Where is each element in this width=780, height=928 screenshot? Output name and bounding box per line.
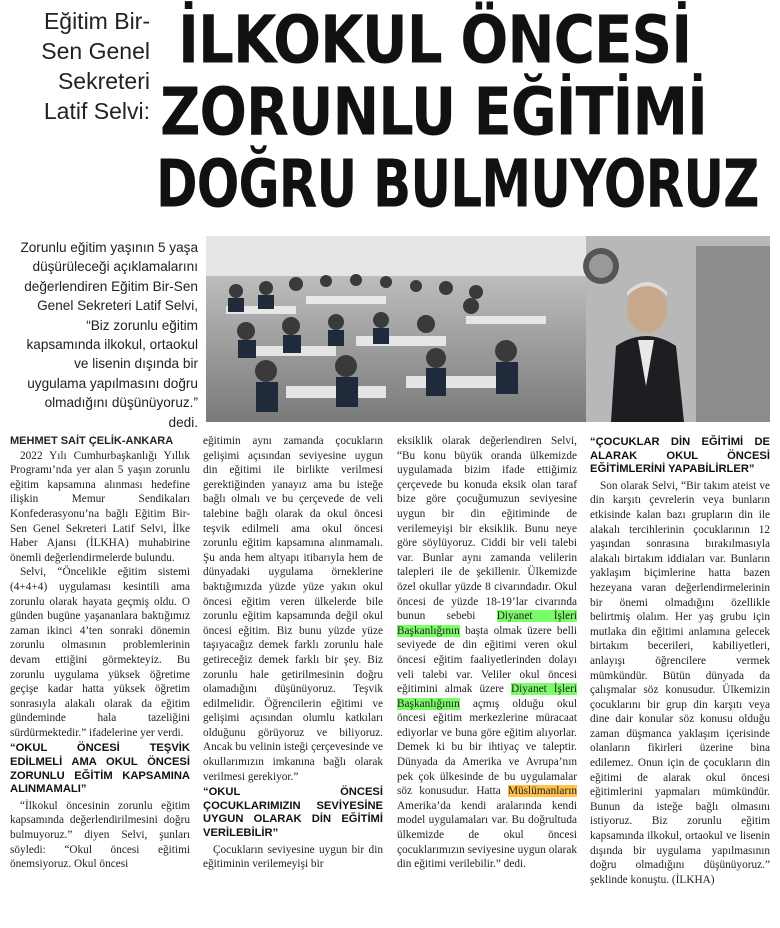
headline-line: ZORUNLU EĞİTİMİ <box>160 74 707 151</box>
kicker-line: Eğitim Bir- <box>43 8 150 34</box>
headline-line: DOĞRU BULMUYORUZ <box>156 146 759 223</box>
lead-paragraph: Zorunlu eğitim yaşının 5 yaşa düşürüleceği açıklamalarını değerlendiren Eğitim Bir-Sen Genel Sekreteri Latif Selvi, “Biz zorunlu eğitim kapsamında ilkokul, ortaokul ve lisenin dışında bir uygulama yapılmasını doğru olmadığını düşünüyoruz.” dedi. <box>20 240 198 430</box>
text-run: eksiklik olarak değerlendiren Selvi, “Bu konu büyük oranda ülkemizde uygulamada bizim ifade ettiğimiz çerçevede bu konuda eksik olan taraf bize göre çocuğumuzun seviyesine uygun bir din eğitiminde de verilemeyişi bir eksiklik. Bunu neye göre söylüyoruz. Ciddi bir veli talebi var. Bunlar aynı zamanda velilerin talepleri ile de şekillenir. Ülkemizde özel okullar yüzde 8 civarındadır. Okul öncesi de yüzde 18-19’lar civarında bunun sebebi <box>397 435 577 623</box>
highlighted-text: Müslümanların <box>507 785 577 798</box>
paragraph: eğitimin aynı zamanda çocukların gelişimi açısından seviyesine uygun din eğitimi ile birlikte verilmesi gerektiğinden yanayız ama bu isteğe bağlı olmalı ve bu çerçevede de veli talebine bağlı olarak da okul öncesi teşvik edilmeli ama okul öncesi zorunlu eğitim kapsamına alınmamalı. Şu anda hem altyapı itibarıyla hem de dünyadaki uygulama örneklerine baktığımızda yüzde yüze yakın okul öncesi eğitim veren ülkelerde bile zorunlu eğitim kapsamında değil okul öncesi eğitim. Biz bunu yüzde yüze taşıyacağız demek farklı zorunlu hale getireceğiz demek farklı bir şey. Biz zorunlu hale getirilmesinin doğru olamadığını düşünüyoruz. Teşvik edilmelidir. Öğrencilerin eğitimi ve gelişimi açısından olumlu katkıları olduğunu görüyoruz ve biliyoruz. Ancak bu velinin isteği çerçevesinde ve okullarımızın imkanına bağlı olarak verilmesi gerekiyor.” <box>203 435 383 783</box>
text-run: açmış olduğu okul öncesi eğitim merkezlerine müracaat ediyorlar ve buna göre eğitim alıyorlar. Demek ki bu bir ihtiyaç ve taleptir. Dünyada da Amerika ve Avrupa’nın pek çok ülkesinde de bu uygulamalar söz konusudur. Hatta <box>397 697 577 798</box>
kicker <box>20 6 150 126</box>
subheading: “ÇOCUKLAR DİN EĞİTİMİ DE ALARAK OKUL ÖNCESİ EĞİTİMLERİNİ YAPABİLİRLER” <box>590 436 770 476</box>
subheading: “OKUL ÖNCESİ ÇOCUKLARIMIZIN SEVİYESİNE UYGUN OLARAK DİN EĞİTİMİ VERİLEBİLİR” <box>203 786 383 840</box>
paragraph: 2022 Yılı Cumhurbaşkanlığı Yıllık Programı’nda yer alan 5 yaşın zorunlu eğitim kapsamına alınması hedefine ilişkin Memur Sendikaları Konfederasyonu’na bağlı Eğitim Bir-Sen Genel Sekreteri Latif Selvi, İlke Haber Ajansı (İLKHA) muhabirine önemli değerlendirmelerde bulundu. <box>10 449 190 564</box>
article-column-2 <box>203 434 383 872</box>
classroom-photo-image <box>206 236 770 422</box>
article-column-4 <box>590 434 770 887</box>
paragraph: Çocukların seviyesine uygun bir din eğitiminin verilemeyişi bir <box>203 843 383 871</box>
classroom-photo <box>206 236 770 422</box>
article-column-3 <box>397 434 577 872</box>
kicker-line: Latif Selvi: <box>43 98 150 124</box>
text-run: Amerika’da kendi aralarında kendi model uygulamaları var. Bu doğrultuda ülkemizde de okul öncesi çocuklarımızın seviyesine uygun olarak din eğitimi verilebilir.” dedi. <box>397 799 577 871</box>
kicker-line: Sekreteri <box>57 68 150 94</box>
highlighted-text: Diyanet İşleri Başkanlığının <box>397 683 577 710</box>
byline: MEHMET SAİT ÇELİK-ANKARA <box>10 435 174 447</box>
highlighted-text: Diyanet İşleri Başkanlığının <box>397 610 577 637</box>
headline-line: İLKOKUL ÖNCESİ <box>178 2 692 79</box>
paragraph: “İlkokul öncesinin zorunlu eğitim kapsamında değerlendirilmesini doğru bulmuyoruz.” diyen Selvi, şunları söyledi: “Okul öncesi eğitimi önemsiyoruz. Okul öncesi <box>10 799 190 871</box>
paragraph: Son olarak Selvi, “Bir takım ateist ve din karşıtı çevrelerin veya bunların etkisinde kalan bazı grupların din ile alakalı tercihlerinin çocuklarının 12 yaşından sonrasına bırakılmasıyla alakalı birtakım iddiaları var. Bunların yaklaşım biçimlerine hatta bazen hezeyana varan değerlendirmelerinin bir önemi olmadığını özellikle belirtmiş olalım. Her yaş grubu için mutlaka din eğitimi anlamına gelecek birtakım becerileri, kabiliyetleri, anlayışı öğrencilere vermek mümkündür. Bütün dünyada da çalışmalar söz konusudur. Ülkemizin çocuklarını bir grup din karşıtı veya dine dair konular söz konusu olduğu zaman düşmanca yaklaşım içerisinde olanların fikirleri üzerine bina edilemez. Onun için de çocukların din eğitimi de alarak okul öncesi eğitimlerini yapmaları mümkündür. Bunun da isteğe bağlı olmasını istiyoruz. Biz zorunlu eğitim kapsamında ilkokul, ortaokul ve lisenin dışında bir uygulama yapılmasının doğru olmadığını düşünüyoruz.” şeklinde konuştu. (İLKHA) <box>590 479 770 886</box>
paragraph <box>397 434 577 872</box>
article-column-1 <box>10 434 190 872</box>
kicker-line: Sen Genel <box>41 38 150 64</box>
text-run: başta olmak üzere belli seviyede de din eğitimi veren okul öncesi eğitim faaliyetlerinden dolayı veli talebi var. Veliler okul öncesi eğitimini almak üzere <box>397 624 577 696</box>
subheading: “OKUL ÖNCESİ TEŞVİK EDİLMELİ AMA OKUL ÖNCESİ ZORUNLU EĞİTİM KAPSAMINA ALINMAMALI” <box>10 742 190 796</box>
paragraph: Selvi, “Öncelikle eğitim sistemi (4+4+4) uygulaması kesintili ama zorunlu olarak hayata geçmiş oldu. O günden bugüne yaşananlara baktığımız zaman ikinci 4’ten sonraki dönemin zorunlu olmasının problemlerinin devam ettiğini görmekteyiz. Bu zorunlu uygulama yüksek öğretime geçişe kadar hatta yüksek öğretim sonrasıyla alakalı olarak da eğitim gündeminde hala tazeliğini sürdürmektedir.” ifadelerine yer verdi. <box>10 566 190 739</box>
